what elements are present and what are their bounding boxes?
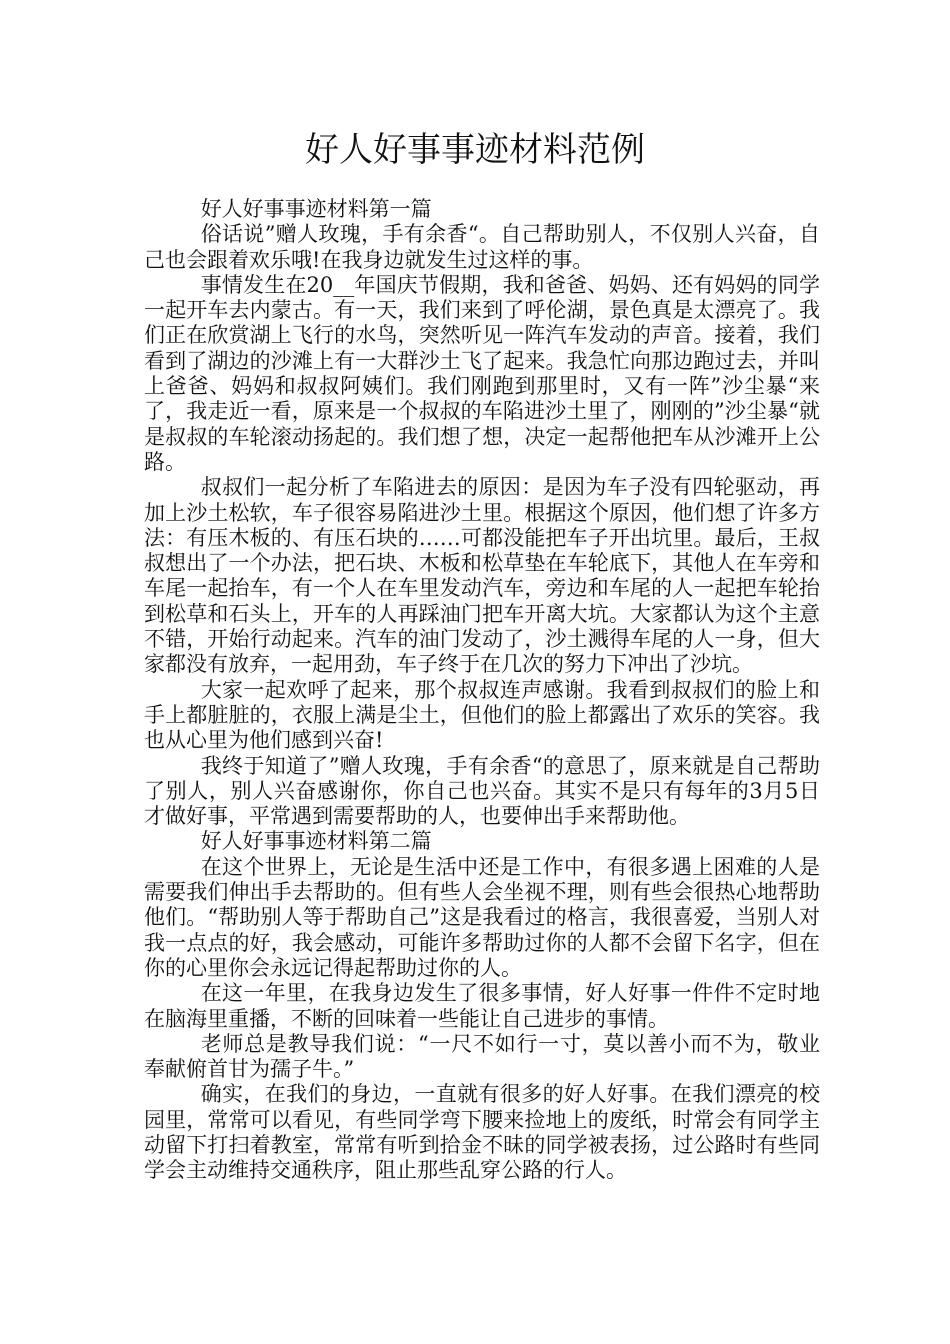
paragraph: 大家一起欢呼了起来，那个叔叔连声感谢。我看到叔叔们的脸上和手上都脏脏的，衣服上满是尘土，但他们的脸上都露出了欢乐的笑容。我也从心里为他们感到兴奋!	[144, 677, 820, 753]
document-body	[144, 197, 820, 1184]
paragraph: 我终于知道了”赠人玫瑰，手有余香“的意思了，原来就是自己帮助了别人，别人兴奋感谢你，你自己也兴奋。其实不是只有每年的3月5日才做好事，平常遇到需要帮助的人，也要伸出手来帮助他。	[144, 753, 820, 829]
paragraph: 俗话说”赠人玫瑰，手有余香“。自己帮助别人，不仅别人兴奋，自己也会跟着欢乐哦!在我身边就发生过这样的事。	[144, 222, 820, 272]
section-heading-1: 好人好事事迹材料第一篇	[200, 197, 432, 221]
paragraph: 在这个世界上，无论是生活中还是工作中，有很多遇上困难的人是需要我们伸出手去帮助的。但有些人会坐视不理，则有些会很热心地帮助他们。“帮助别人等于帮助自己”这是我看过的格言，我很喜爱，当别人对我一点点的好，我会感动，可能许多帮助过你的人都不会留下名字，但在你的心里你会永远记得起帮助过你的人。	[144, 854, 820, 980]
paragraph: 叔叔们一起分析了车陷进去的原因：是因为车子没有四轮驱动，再加上沙土松软，车子很容易陷进沙土里。根据这个原因，他们想了许多方法：有压木板的、有压石块的……可都没能把车子开出坑里。最后，王叔叔想出了一个办法，把石块、木板和松草垫在车轮底下，其他人在车旁和车尾一起抬车，有一个人在车里发动汽车，旁边和车尾的人一起把车轮抬到松草和石头上，开车的人再踩油门把车开离大坑。大家都认为这个主意不错，开始行动起来。汽车的油门发动了，沙土溅得车尾的人一身，但大家都没有放弃，一起用劲，车子终于在几次的努力下冲出了沙坑。	[144, 475, 820, 677]
document-title: 好人好事事迹材料范例	[305, 130, 645, 170]
paragraph: 在这一年里，在我身边发生了很多事情，好人好事一件件不定时地在脑海里重播，不断的回味着一些能让自己进步的事情。	[144, 981, 820, 1031]
paragraph: 事情发生在20__年国庆节假期，我和爸爸、妈妈、还有妈妈的同学一起开车去内蒙古。有一天，我们来到了呼伦湖，景色真是太漂亮了。我们正在欣赏湖上飞行的水鸟，突然听见一阵汽车发动的声音。接着，我们看到了湖边的沙滩上有一大群沙土飞了起来。我急忙向那边跑过去，并叫上爸爸、妈妈和叔叔阿姨们。我们刚跑到那里时，又有一阵”沙尘暴“来了，我走近一看，原来是一个叔叔的车陷进沙土里了，刚刚的”沙尘暴“就是叔叔的车轮滚动扬起的。我们想了想，决定一起帮他把车从沙滩开上公路。	[144, 272, 820, 474]
paragraph: 老师总是教导我们说：“一尺不如行一寸，莫以善小而不为，敬业奉献俯首甘为孺子牛。”	[144, 1031, 820, 1082]
paragraph: 确实，在我们的身边，一直就有很多的好人好事。在我们漂亮的校园里，常常可以看见，有些同学弯下腰来捡地上的废纸，时常会有同学主动留下打扫着教室，常常有听到拾金不昧的同学被表扬，过公路时有些同学会主动维持交通秩序，阻止那些乱穿公路的行人。	[144, 1082, 820, 1183]
section-heading-2: 好人好事事迹材料第二篇	[200, 829, 432, 854]
